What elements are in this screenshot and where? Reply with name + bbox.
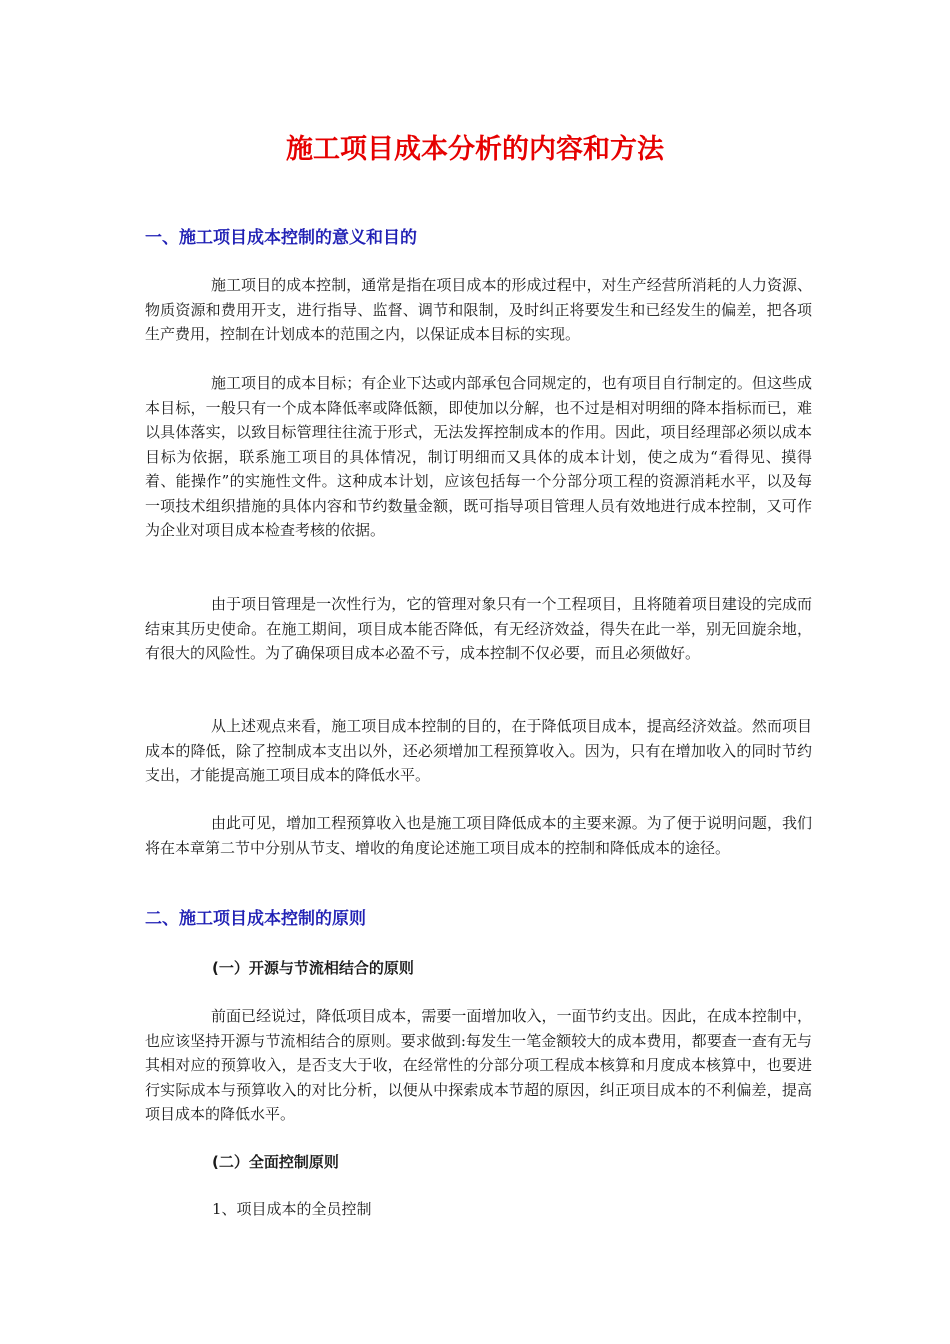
section-2-heading: 二、施工项目成本控制的原则 <box>145 909 366 929</box>
document-title: 施工项目成本分析的内容和方法 <box>286 134 664 165</box>
subsection-1-paragraph: 前面已经说过，降低项目成本，需要一面增加收入，一面节约支出。因此，在成本控制中，也应该坚持开源与节流相结合的原则。要求做到:每发生一笔金额较大的成本费用，都要查一查有无与其相对应的预算收入，是否支大于收，在经常性的分部分项工程成本核算和月度成本核算中，也要进行实际成本与预算收入的对比分析，以便从中探索成本节超的原因，纠正项目成本的不利偏差，提高项目成本的降低水平。 <box>145 1007 812 1123</box>
subsection-1-heading: (一）开源与节流相结合的原则 <box>212 959 414 977</box>
list-item-1: 1、项目成本的全员控制 <box>212 1200 372 1218</box>
section-1-heading: 一、施工项目成本控制的意义和目的 <box>145 228 417 248</box>
subsection-2-heading: (二）全面控制原则 <box>212 1153 339 1171</box>
section-1-paragraph-1: 施工项目的成本控制，通常是指在项目成本的形成过程中，对生产经营所消耗的人力资源、物质资源和费用开支，进行指导、监督、调节和限制，及时纠正将要发生和已经发生的偏差，把各项生产费用，控制在计划成本的范围之内，以保证成本目标的实现。 <box>145 276 812 343</box>
section-1-paragraph-3: 由于项目管理是一次性行为，它的管理对象只有一个工程项目，且将随着项目建设的完成而结束其历史使命。在施工期间，项目成本能否降低，有无经济效益，得失在此一举，别无回旋余地，有很大的风险性。为了确保项目成本必盈不亏，成本控制不仅必要，而且必须做好。 <box>145 595 812 662</box>
section-1-paragraph-5: 由此可见，增加工程预算收入也是施工项目降低成本的主要来源。为了便于说明问题，我们将在本章第二节中分别从节支、增收的角度论述施工项目成本的控制和降低成本的途径。 <box>145 814 812 857</box>
section-1-paragraph-2: 施工项目的成本目标；有企业下达或内部承包合同规定的，也有项目自行制定的。但这些成本目标，一般只有一个成本降低率或降低额，即使加以分解，也不过是相对明细的降本指标而已，难以具体落实，以致目标管理往往流于形式，无法发挥控制成本的作用。因此，项目经理部必须以成本目标为依据，联系施工项目的具体情况，制订明细而又具体的成本计划，使之成为“看得见、摸得着、能操作”的实施性文件。这种成本计划，应该包括每一个分部分项工程的资源消耗水平，以及每一项技术组织措施的具体内容和节约数量金额，既可指导项目管理人员有效地进行成本控制，又可作为企业对项目成本检查考核的依据。 <box>145 374 812 539</box>
section-1-paragraph-4: 从上述观点来看，施工项目成本控制的目的，在于降低项目成本，提高经济效益。然而项目成本的降低，除了控制成本支出以外，还必须增加工程预算收入。因为，只有在增加收入的同时节约支出，才能提高施工项目成本的降低水平。 <box>145 717 812 784</box>
